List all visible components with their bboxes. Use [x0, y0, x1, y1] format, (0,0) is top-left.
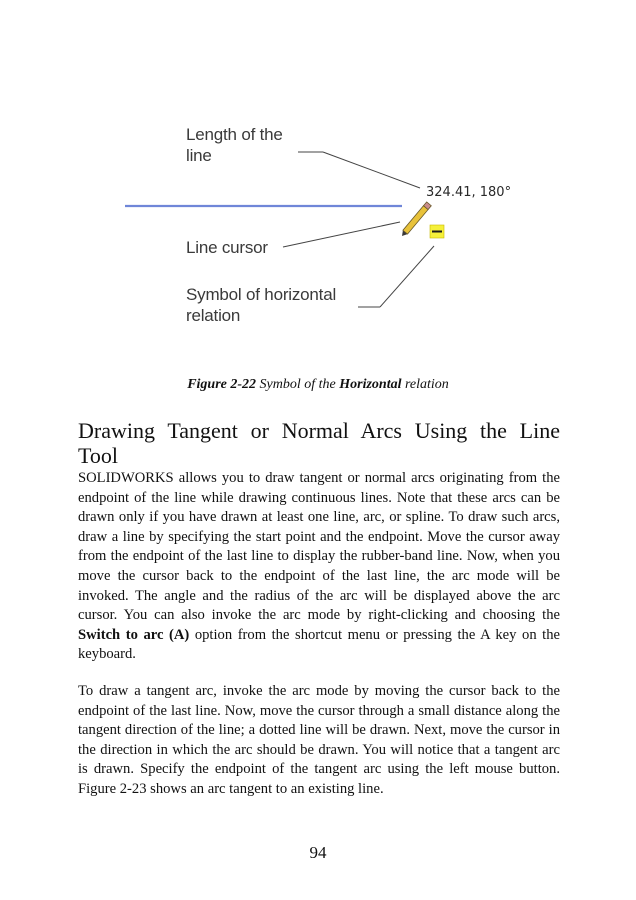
- paragraph-2: To draw a tangent arc, invoke the arc mode by moving the cursor back to the endpoint of the last line. Now, move the cursor through a small distance along the tangent direction of the line; a dotted line will be drawn. Next, move the cursor in the direction in which the arc should be drawn. You will notice that a tangent arc is drawn. Specify the endpoint of the tangent arc using the left mouse button. Figure 2-23 shows an arc tangent to an existing line.: [78, 683, 560, 797]
- label-symbol-line1: Symbol of horizontal: [186, 285, 337, 304]
- paragraph-1: [78, 469, 560, 665]
- caption-text-after: relation: [401, 377, 449, 392]
- section-heading: Drawing Tangent or Normal Arcs Using the Line: [78, 418, 560, 443]
- leader-symbol-diag: [380, 246, 434, 307]
- caption-number: Figure 2-22: [187, 377, 257, 392]
- paragraph-1-text: SOLIDWORKS allows you to draw tangent or normal arcs originating from the endpoint of the line while drawing continuous lines. Note that these arcs can be drawn only if you have drawn at least one line, arc, or spline. To draw such arcs, draw a line by specifying the start point and the endpoint. Move the cursor away from the endpoint of the last line to display the rubber-band line. Now, when you move the cursor back to the endpoint of the last line, the arc mode will be invoked. The angle and the radius of the arc will be displayed above the arc cursor. You can also invoke the arc mode by right-clicking and choosing the: [78, 470, 560, 624]
- horizontal-relation-icon: [430, 225, 444, 238]
- paragraph-1-text-after: option from the shortcut menu or pressing the A key on the keyboard.: [78, 626, 561, 663]
- page-number: 94: [309, 843, 327, 862]
- pencil-cursor-icon: [400, 202, 432, 238]
- leader-length-diag: [323, 152, 420, 188]
- caption-bold-word: Horizontal: [339, 377, 402, 392]
- length-angle-readout: 324.41, 180°: [426, 185, 512, 200]
- section-heading-line2: Tool: [78, 443, 119, 468]
- figure-horizontal-relation: [0, 0, 636, 360]
- label-symbol-line2: relation: [186, 306, 241, 325]
- figure-caption: [0, 377, 636, 393]
- leader-cursor: [283, 222, 400, 247]
- caption-text-before: Symbol of the: [256, 377, 340, 392]
- label-symbol-horizontal: [186, 284, 336, 326]
- label-line-cursor: Line cursor: [186, 238, 268, 257]
- label-length-of-line: [186, 124, 283, 166]
- paragraph-1-bold: Switch to arc (A): [78, 626, 190, 643]
- label-length-line1: Length of the: [186, 125, 283, 144]
- label-length-line2: line: [186, 146, 212, 165]
